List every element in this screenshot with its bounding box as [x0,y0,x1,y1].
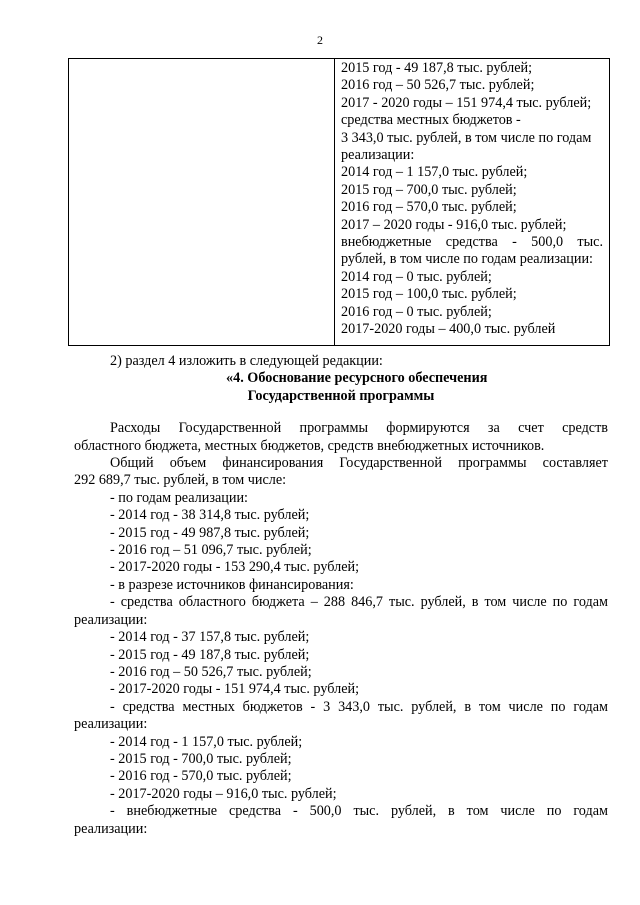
list-item: - 2014 год - 1 157,0 тыс. рублей; [110,733,303,750]
list-item: - 2017-2020 годы - 153 290,4 тыс. рублей; [110,559,360,576]
list-item: - 2014 год - 37 157,8 тыс. рублей; [110,629,310,646]
paragraph-line: областного бюджета, местных бюджетов, средств внебюджетных источников. [74,437,545,454]
list-item: - 2016 год - 570,0 тыс. рублей; [110,768,292,785]
section-heading: Государственной программы [247,387,435,404]
list-item: - 2017-2020 годы - 151 974,4 тыс. рублей; [110,681,360,698]
cell-line: 2014 год – 1 157,0 тыс. рублей; [341,164,528,181]
list-item: - 2015 год - 49 987,8 тыс. рублей; [110,524,310,541]
cell-line: 2016 год – 50 526,7 тыс. рублей; [341,77,535,94]
cell-line: 2017 - 2020 годы – 151 974,4 тыс. рублей; [341,94,592,111]
cell-line: 2015 год – 100,0 тыс. рублей; [341,286,517,303]
list-item: - 2017-2020 годы – 916,0 тыс. рублей; [110,785,337,802]
section-heading: «4. Обоснование ресурсного обеспечения [226,370,488,387]
table-cell-right [335,59,610,346]
paragraph-line: - средства местных бюджетов - 3 343,0 тыс. рублей, в том числе по годам [110,698,608,715]
cell-line: 2017 – 2020 годы - 916,0 тыс. рублей; [341,216,567,233]
list-item: - 2016 год – 51 096,7 тыс. рублей; [110,542,312,559]
cell-line: 2016 год – 570,0 тыс. рублей; [341,199,517,216]
paragraph-line: реализации: [74,820,148,837]
list-item: - 2014 год - 38 314,8 тыс. рублей; [110,507,310,524]
page-number: 2 [317,33,323,47]
table-row [69,59,610,346]
list-item: - 2016 год – 50 526,7 тыс. рублей; [110,663,312,680]
paragraph-line: реализации: [74,716,148,733]
paragraph-line: Общий объем финансирования Государственной программы составляет [110,455,608,472]
cell-line: реализации: [341,147,415,164]
cell-line: 2016 год – 0 тыс. рублей; [341,303,492,320]
paragraph-line: реализации: [74,611,148,628]
paragraph-line: 292 689,7 тыс. рублей, в том числе: [74,472,287,489]
cell-line: рублей, в том числе по годам реализации: [341,251,593,268]
paragraph-line: Расходы Государственной программы формируются за счет средств [110,420,608,437]
cell-line: 2014 год – 0 тыс. рублей; [341,268,492,285]
paragraph-line: - средства областного бюджета – 288 846,7 тыс. рублей, в том числе по годам [110,594,608,611]
list-item: - по годам реализации: [110,489,248,506]
document-body [74,353,608,838]
financing-table [68,58,610,346]
cell-line: 3 343,0 тыс. рублей, в том числе по годам [341,129,592,146]
paragraph-line: - внебюджетные средства - 500,0 тыс. рублей, в том числе по годам [110,803,608,820]
cell-line: 2015 год - 49 187,8 тыс. рублей; [341,60,533,76]
list-item: - в разрезе источников финансирования: [110,576,354,593]
cell-line: внебюджетные средства - 500,0 тыс. [341,234,603,251]
list-item: - 2015 год - 700,0 тыс. рублей; [110,750,292,767]
intro-line: 2) раздел 4 изложить в следующей редакции: [110,353,383,369]
list-item: - 2015 год - 49 187,8 тыс. рублей; [110,646,310,663]
cell-line: 2017-2020 годы – 400,0 тыс. рублей [341,321,556,338]
table-cell-left [69,59,335,346]
cell-line: 2015 год – 700,0 тыс. рублей; [341,181,517,198]
cell-line: средства местных бюджетов - [341,112,521,129]
